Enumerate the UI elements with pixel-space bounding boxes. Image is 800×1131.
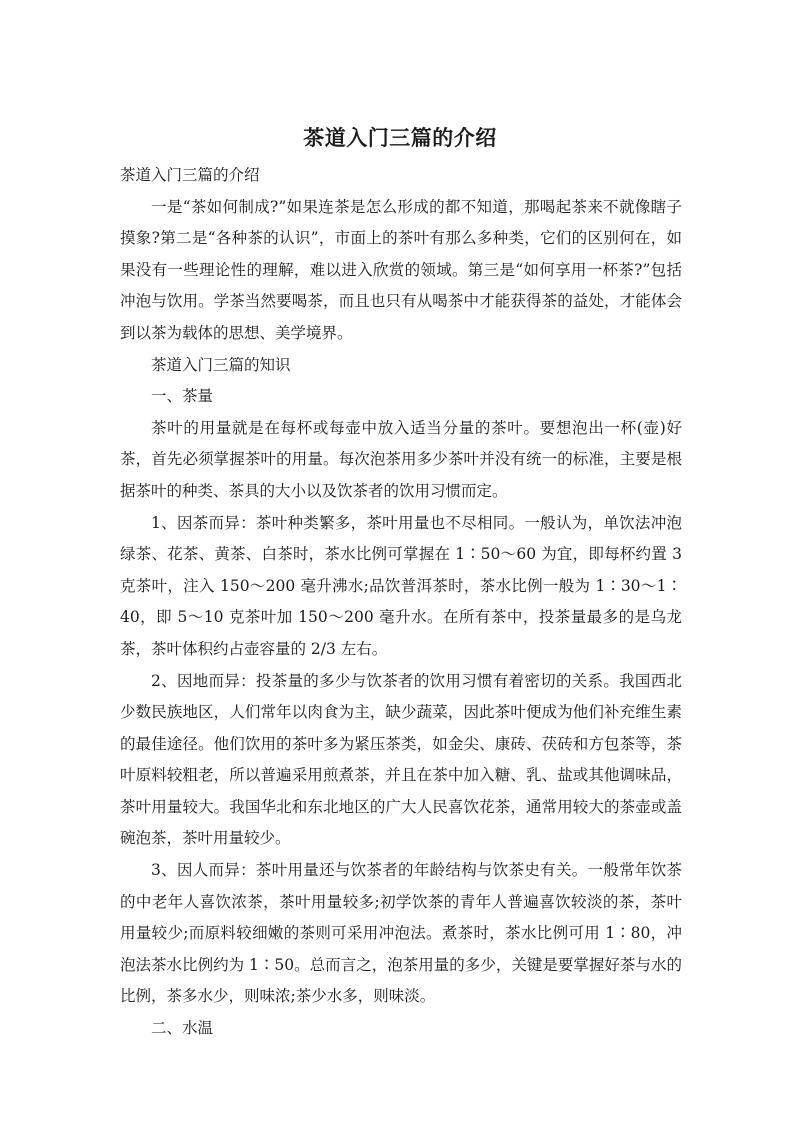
by-person-paragraph: 3、因人而异：茶叶用量还与饮茶者的年龄结构与饮茶史有关。一般常年饮茶的中老年人喜饮浓茶，茶叶用量较多;初学饮茶的青年人普遍喜饮较淡的茶，茶叶用量较少;而原料较细嫩的茶则可采用冲泡法。煮茶时，茶水比例可用 1∶80，冲泡法茶水比例约为 1∶50。总而言之，泡茶用量的多少，关键是要掌握好茶与水的比例，茶多水少，则味浓;茶少水多，则味淡。 (120, 861, 682, 1006)
document-title: 茶道入门三篇的介绍 (303, 126, 497, 150)
section-heading-tea-amount: 一、茶量 (151, 387, 214, 406)
by-region-paragraph: 2、因地而异：投茶量的多少与饮茶者的饮用习惯有着密切的关系。我国西北少数民族地区，人们常年以肉食为主，缺少蔬菜，因此茶叶便成为他们补充维生素的最佳途径。他们饮用的茶叶多为紧压茶类，如金尖、康砖、茯砖和方包茶等，茶叶原料较粗老，所以普遍采用煎煮茶，并且在茶中加入糖、乳、盐或其他调味品，茶叶用量较大。我国华北和东北地区的广大人民喜饮花茶，通常用较大的茶壶或盖碗泡茶，茶叶用量较少。 (120, 671, 682, 848)
subtitle-paragraph: 茶道入门三篇的介绍 (120, 166, 260, 184)
by-tea-paragraph: 1、因茶而异：茶叶种类繁多，茶叶用量也不尽相同。一般认为，单饮法冲泡绿茶、花茶、黄茶、白茶时，茶水比例可掌握在 1∶50～60 为宜，即每杯约置 3 克茶叶，注入 150～200 毫升沸水;品饮普洱茶时，茶水比例一般为 1∶30～1∶40，即 5～10 克茶叶加 150～200 毫升水。在所有茶中，投茶量最多的是乌龙茶，茶叶体积约占壶容量的 2/3 左右。 (120, 513, 682, 658)
tea-amount-paragraph: 茶叶的用量就是在每杯或每壶中放入适当分量的茶叶。要想泡出一杯(壶)好茶，首先必须掌握茶叶的用量。每次泡茶用多少茶叶并没有统一的标准，主要是根据茶叶的种类、茶具的大小以及饮茶者的饮用习惯而定。 (120, 418, 682, 500)
intro-paragraph: 一是“茶如何制成?”如果连茶是怎么形成的都不知道，那喝起茶来不就像瞎子摸象?第二是“各种茶的认识”，市面上的茶叶有那么多种类，它们的区别何在，如果没有一些理论性的理解，难以进入欣赏的领域。第三是“如何享用一杯茶?”包括冲泡与饮用。学茶当然要喝茶，而且也只有从喝茶中才能获得茶的益处，才能体会到以茶为载体的思想、美学境界。 (120, 197, 682, 342)
section-heading-water-temp: 二、水温 (151, 1019, 214, 1038)
section-heading-knowledge: 茶道入门三篇的知识 (151, 355, 291, 374)
document-body (120, 160, 682, 1045)
